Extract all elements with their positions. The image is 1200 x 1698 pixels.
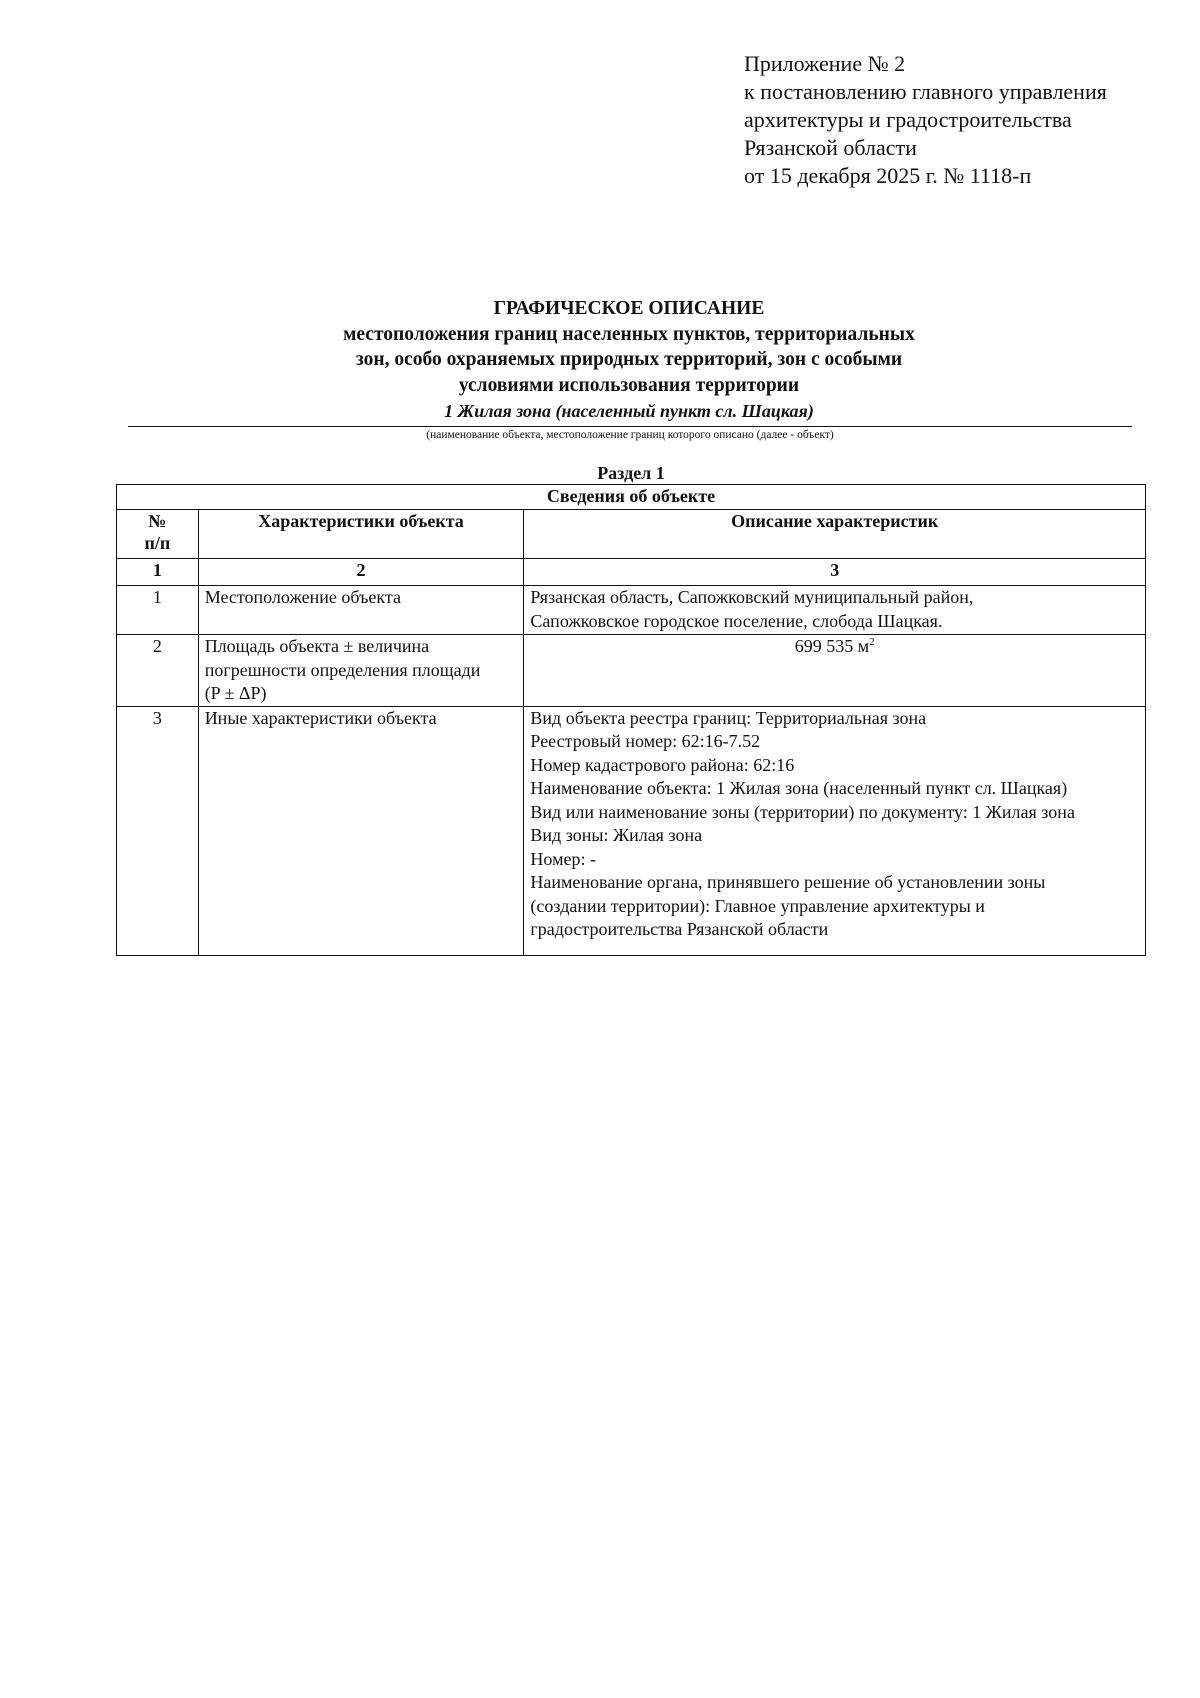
document-title-line: условиями использования территории [458,374,800,396]
table-row [117,706,1146,955]
area-value: 699 535 м [794,636,870,656]
table-row [117,635,1146,707]
description-line: (создании территории): Главное управление архитектуры и [530,895,985,916]
header-num [117,510,199,559]
row-characteristic [198,635,524,707]
row-area-value [524,635,1146,707]
appendix-line: от 15 декабря 2025 г. № 1118-п [744,163,1032,188]
row-number: 3 [117,706,199,955]
characteristic-line: Площадь объекта ± величина [204,636,430,656]
table-header-row [117,510,1146,559]
description-line: Вид или наименование зоны (территории) по документу: 1 Жилая зона [530,801,1075,822]
column-number: 1 [117,559,199,586]
description-line: Вид объекта реестра границ: Территориальная зона [530,707,927,728]
row-characteristic: Местоположение объекта [198,586,524,635]
row-number: 1 [117,586,199,635]
object-underline [128,426,1132,427]
section-title: Раздел 1 [597,463,665,483]
appendix-line: к постановлению главного управления [744,79,1107,104]
row-characteristic: Иные характеристики объекта [198,706,524,955]
document-title [128,296,1130,398]
appendix-line: архитектуры и градостроительства [744,107,1072,132]
document-title-line: местоположения границ населенных пунктов, территориальных [343,323,915,345]
row-description [524,706,1146,955]
characteristic-line: погрешности определения площади [204,659,481,680]
description-line: Наименование органа, принявшего решение об установлении зоны [530,872,1046,892]
description-line: Реестровый номер: 62:16-7.52 [530,731,761,751]
description-line: градостроительства Рязанской области [530,919,829,939]
table-row [117,586,1146,635]
row-description [524,586,1146,635]
header-num-line: п/п [144,533,171,553]
description-line: Вид зоны: Жилая зона [530,825,703,845]
document-title-main: ГРАФИЧЕСКОЕ ОПИСАНИЕ [493,298,765,319]
description-line: Сапожковское городское поселение, слобода Шацкая. [530,610,943,631]
description-line: Номер кадастрового района: 62:16 [530,754,795,775]
appendix-line: Приложение № 2 [744,51,906,76]
appendix-note [744,50,1107,190]
description-line: Рязанская область, Сапожковский муниципальный район, [530,587,974,607]
column-number: 3 [524,559,1146,586]
table-caption-row [117,485,1146,510]
description-line: Наименование объекта: 1 Жилая зона (населенный пункт сл. Шацкая) [530,778,1068,798]
header-characteristics: Характеристики объекта [198,510,524,559]
column-number: 2 [198,559,524,586]
object-name: 1 Жилая зона (населенный пункт сл. Шацкая) [444,401,814,421]
header-num-line: № [148,511,167,531]
description-line: Номер: - [530,848,596,869]
object-info-table [116,484,1146,956]
row-number: 2 [117,635,199,707]
area-unit-superscript: 2 [869,636,875,648]
object-caption: (наименование объекта, местоположение границ которого описано (далее - объект) [426,429,834,441]
characteristic-line: (P ± ΔP) [204,683,267,703]
column-number-row [117,559,1146,586]
appendix-line: Рязанской области [744,135,917,160]
header-description: Описание характеристик [524,510,1146,559]
table-caption: Сведения об объекте [117,485,1146,510]
document-title-line: зон, особо охраняемых природных территорий, зон с особыми [355,349,903,370]
